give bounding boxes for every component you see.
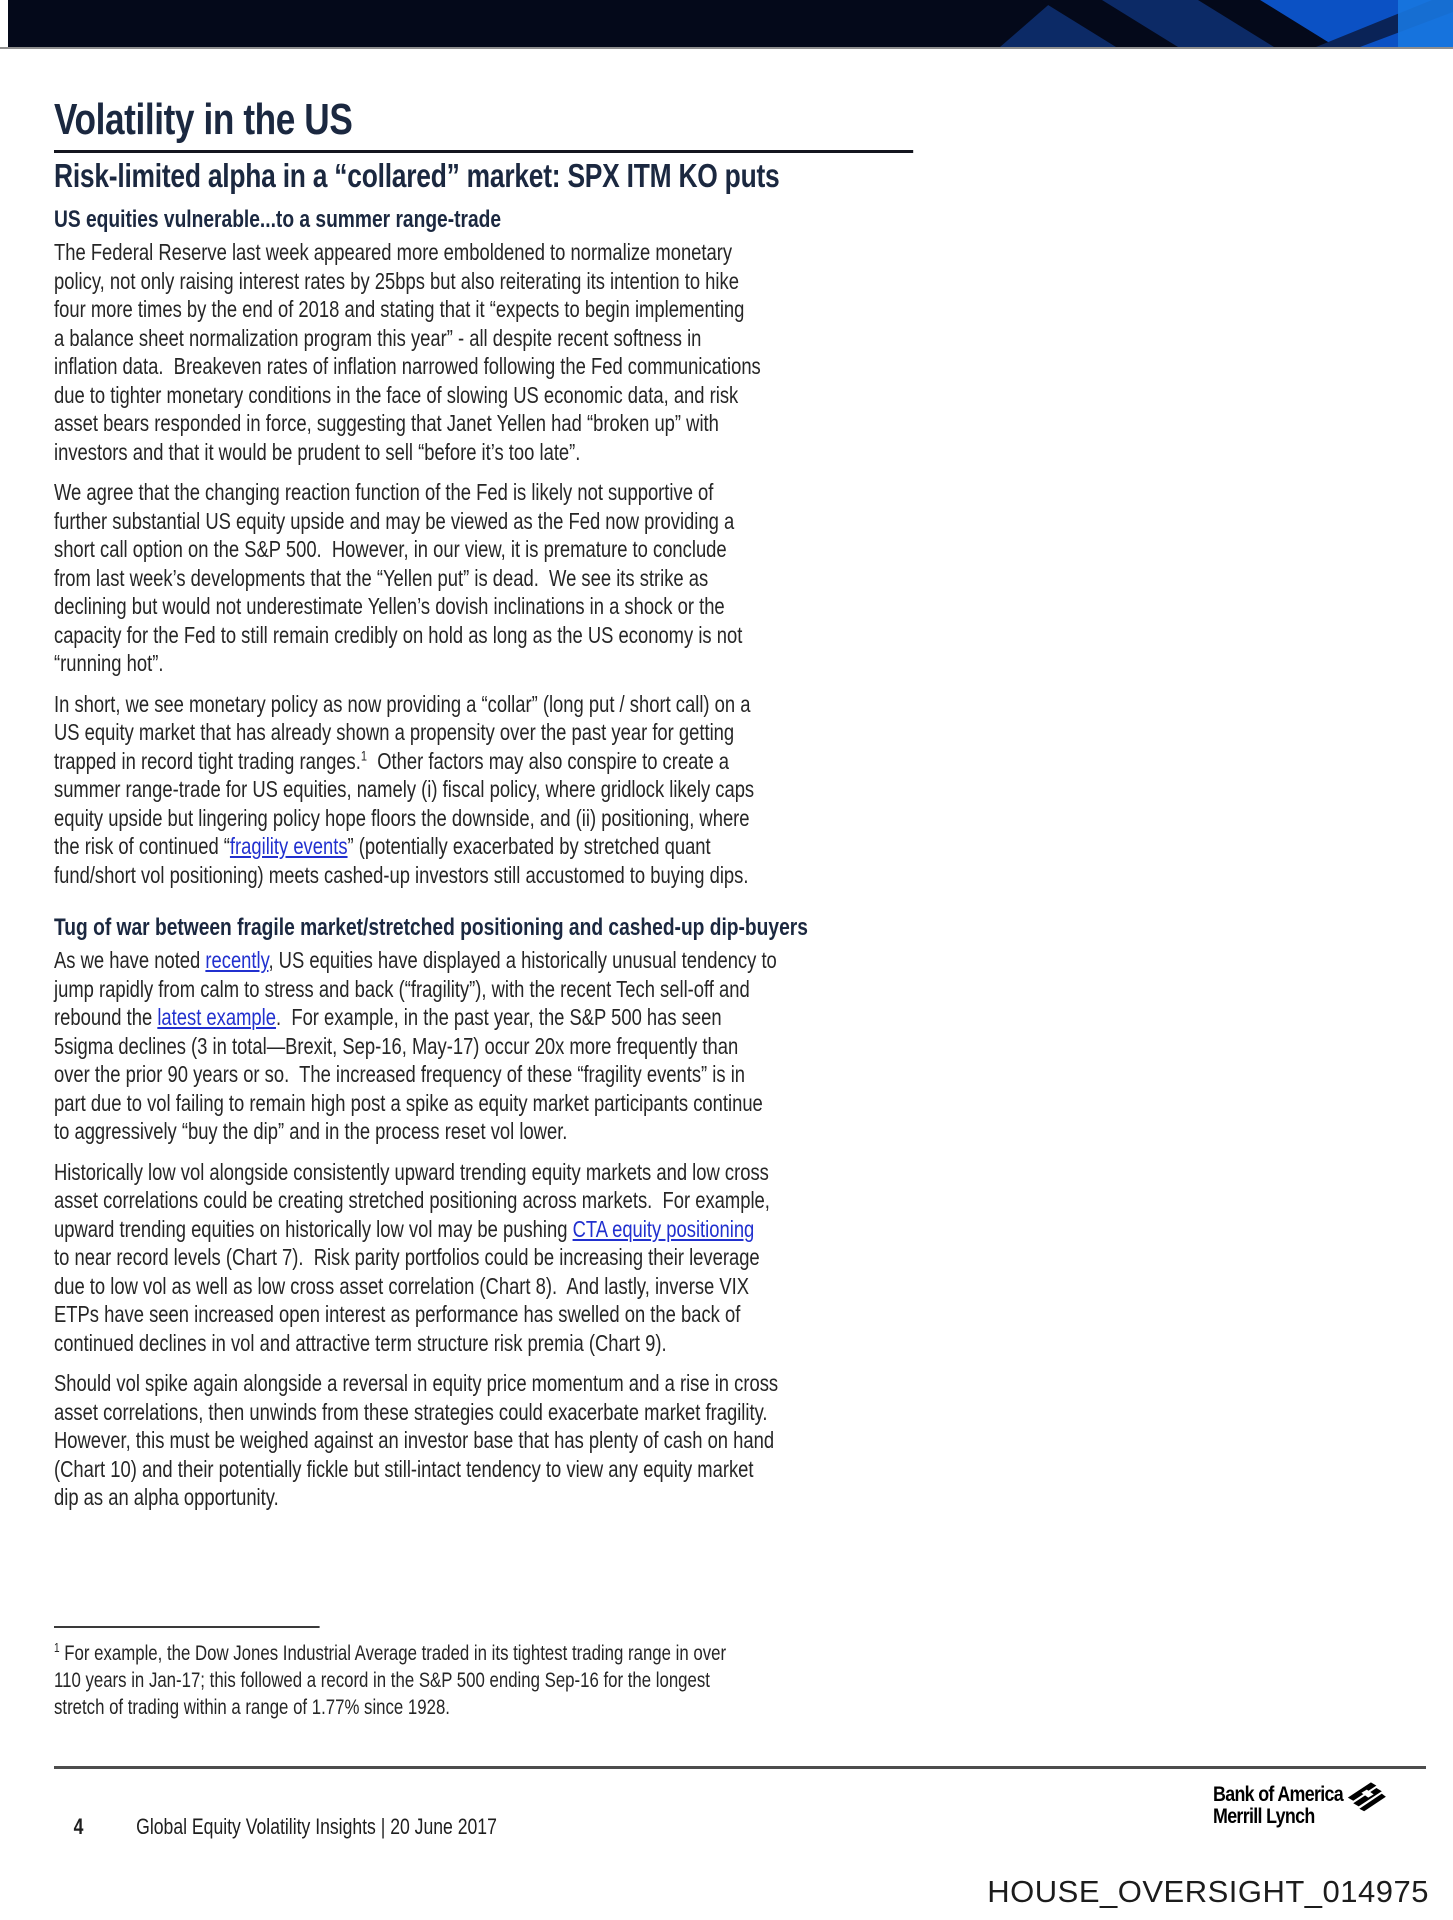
title-rule: [54, 150, 913, 153]
text-line: [54, 1300, 1014, 1329]
text-segment: inflation data. Breakeven rates of inflation narrowed following the Fed communications: [54, 353, 761, 379]
text-line: [54, 1694, 1014, 1721]
text-line: [54, 438, 1014, 467]
text-line: [54, 1272, 1014, 1301]
text-line: [54, 381, 1014, 410]
text-segment: asset bears responded in force, suggesting that Janet Yellen had “broken up” with: [54, 410, 719, 436]
text-segment: a balance sheet normalization program this year” - all despite recent softness in: [54, 324, 702, 351]
text-line: [54, 1667, 1014, 1694]
text-line: [54, 1032, 1014, 1061]
text-line: [54, 649, 1014, 678]
text-line: [54, 478, 1014, 507]
text-segment: continued declines in vol and attractive term structure risk premia (Chart 9).: [54, 1329, 667, 1356]
footnote-rule: [54, 1626, 320, 1628]
text-segment: “running hot”.: [54, 650, 164, 676]
page-title: Volatility in the US: [54, 95, 353, 144]
text-segment: In short, we see monetary policy as now providing a “collar” (long put / short call) on a: [54, 690, 751, 717]
text-segment: , US equities have displayed a historically unusual tendency to: [268, 947, 777, 973]
text-segment: policy, not only raising interest rates by 25bps but also reiterating its intention to hike: [54, 267, 739, 294]
paragraph: [54, 1369, 1014, 1512]
text-segment: We agree that the changing reaction function of the Fed is likely not supportive of: [54, 479, 714, 505]
text-segment: dip as an alpha opportunity.: [54, 1484, 279, 1510]
text-line: [54, 718, 1014, 747]
text-segment: The Federal Reserve last week appeared more emboldened to normalize monetary: [54, 239, 733, 265]
footnote-lines: [54, 1640, 1014, 1721]
text-segment: 5sigma declines (3 in total—Brexit, Sep-16, May-17) occur 20x more frequently than: [54, 1032, 739, 1059]
text-segment: As we have noted: [54, 947, 206, 973]
text-segment: from last week’s developments that the “Yellen put” is dead. We see its strike as: [54, 564, 709, 591]
text-segment: trapped in record tight trading ranges.: [54, 747, 361, 774]
text-line: [54, 1060, 1014, 1089]
text-line: [54, 409, 1014, 438]
text-line: [54, 1003, 1014, 1032]
article: [54, 95, 1014, 1512]
text-line: [54, 1215, 1014, 1244]
text-line: [54, 832, 1014, 861]
banner-divider: [0, 47, 1453, 49]
text-segment: declining but would not underestimate Yellen’s dovish inclinations in a shock or the: [54, 593, 725, 619]
text-segment: asset correlations, then unwinds from these strategies could exacerbate market fragility.: [54, 1398, 768, 1425]
text-segment: to near record levels (Chart 7). Risk parity portfolios could be increasing their leverage: [54, 1244, 760, 1270]
text-segment: fund/short vol positioning) meets cashed-up investors still accustomed to buying dips.: [54, 861, 749, 888]
text-segment: jump rapidly from calm to stress and back (“fragility”), with the recent Tech sell-off and: [54, 975, 750, 1002]
footnote: [54, 1626, 1014, 1721]
text-segment: over the prior 90 years or so. The increased frequency of these “fragility events” is in: [54, 1061, 746, 1087]
text-line: [54, 1158, 1014, 1187]
text-line: [54, 946, 1014, 975]
section-heading: Tug of war between fragile market/stretched positioning and cashed-up dip-buyers: [54, 914, 808, 941]
bofa-flag-icon: [1346, 1780, 1387, 1812]
text-segment: upward trending equities on historically low vol may be pushing: [54, 1215, 573, 1242]
text-line: [54, 1398, 1014, 1427]
text-line: [54, 592, 1014, 621]
text-segment: 110 years in Jan-17; this followed a record in the S&P 500 ending Sep-16 for the longest: [54, 1669, 710, 1692]
text-segment: to aggressively “buy the dip” and in the process reset vol lower.: [54, 1118, 568, 1144]
bates-stamp: HOUSE_OVERSIGHT_014975: [987, 1874, 1429, 1909]
text-line: [54, 621, 1014, 650]
inline-link[interactable]: fragility events: [229, 833, 348, 859]
text-line: [54, 267, 1014, 296]
paragraph: [54, 478, 1014, 678]
text-line: [54, 1243, 1014, 1272]
logo-line2: Merrill Lynch: [1213, 1805, 1315, 1828]
text-segment: further substantial US equity upside and may be viewed as the Fed now providing a: [54, 507, 735, 534]
text-line: [54, 564, 1014, 593]
text-segment: rebound the: [54, 1004, 158, 1030]
text-line: [54, 861, 1014, 890]
banner-graphic: [8, 0, 1453, 47]
text-line: [54, 535, 1014, 564]
section-heading: US equities vulnerable...to a summer range-trade: [54, 206, 502, 233]
inline-link[interactable]: recently: [205, 947, 269, 973]
inline-link[interactable]: latest example: [157, 1004, 276, 1030]
publication-title: Global Equity Volatility Insights | 20 June 2017: [136, 1814, 497, 1839]
text-line: [54, 1117, 1014, 1146]
paragraph: [54, 1158, 1014, 1358]
text-segment: the risk of continued “: [54, 833, 230, 859]
logo-line1: Bank of America: [1213, 1783, 1344, 1806]
text-line: [54, 1640, 1014, 1667]
text-line: [54, 1426, 1014, 1455]
text-line: [54, 1186, 1014, 1215]
paragraph: [54, 690, 1014, 890]
text-segment: stretch of trading within a range of 1.77% since 1928.: [54, 1696, 450, 1719]
footnote-ref: 1: [360, 747, 368, 763]
text-line: [54, 238, 1014, 267]
text-line: [54, 1455, 1014, 1484]
bank-of-america-logo: [1213, 1784, 1400, 1828]
text-line: [54, 352, 1014, 381]
article-subtitle: Risk-limited alpha in a “collared” market: SPX ITM KO puts: [54, 157, 780, 194]
header-banner: [8, 0, 1453, 47]
text-line: [54, 775, 1014, 804]
text-line: [54, 690, 1014, 719]
text-segment: For example, the Dow Jones Industrial Average traded in its tightest trading range in over: [59, 1642, 727, 1665]
footer-divider: [54, 1766, 1426, 1769]
text-line: [54, 1089, 1014, 1118]
text-segment: summer range-trade for US equities, namely (i) fiscal policy, where gridlock likely caps: [54, 776, 755, 802]
text-segment: (Chart 10) and their potentially fickle but still-intact tendency to view any equity market: [54, 1455, 754, 1482]
text-segment: capacity for the Fed to still remain credibly on hold as long as the US economy is not: [54, 621, 743, 648]
text-segment: part due to vol failing to remain high post a spike as equity market participants continue: [54, 1089, 763, 1116]
footnote-ref: 1: [54, 1641, 60, 1655]
text-segment: asset correlations could be creating stretched positioning across markets. For example,: [54, 1187, 770, 1213]
text-segment: due to tighter monetary conditions in the face of slowing US economic data, and risk: [54, 381, 739, 408]
text-segment: ETPs have seen increased open interest as performance has swelled on the back of: [54, 1301, 741, 1327]
text-segment: four more times by the end of 2018 and stating that it “expects to begin implementing: [54, 296, 745, 322]
paragraph: [54, 946, 1014, 1146]
footer: [54, 1791, 774, 1863]
text-line: [54, 1329, 1014, 1358]
text-segment: due to low vol as well as low cross asset correlation (Chart 8). And lastly, inverse VIX: [54, 1272, 750, 1299]
text-line: [54, 324, 1014, 353]
text-segment: . For example, in the past year, the S&P 500 has seen: [275, 1004, 722, 1030]
text-segment: Other factors may also conspire to create a: [367, 747, 730, 774]
text-line: [54, 507, 1014, 536]
text-line: [54, 747, 1014, 776]
article-sections: [54, 207, 1014, 1512]
text-segment: Should vol spike again alongside a reversal in equity price momentum and a rise in cross: [54, 1370, 779, 1396]
text-line: [54, 1369, 1014, 1398]
text-line: [54, 804, 1014, 833]
text-segment: investors and that it would be prudent to sell “before it’s too late”.: [54, 438, 581, 465]
text-segment: However, this must be weighed against an investor base that has plenty of cash on hand: [54, 1427, 775, 1453]
inline-link[interactable]: CTA equity positioning: [572, 1215, 755, 1242]
text-segment: equity upside but lingering policy hope floors the downside, and (ii) positioning, where: [54, 804, 750, 831]
text-line: [54, 975, 1014, 1004]
text-line: [54, 1483, 1014, 1512]
text-segment: short call option on the S&P 500. However, in our view, it is premature to conclude: [54, 536, 727, 562]
paragraph: [54, 238, 1014, 466]
page-number: 4: [73, 1814, 84, 1839]
text-segment: ” (potentially exacerbated by stretched quant: [347, 833, 711, 859]
text-segment: Historically low vol alongside consistently upward trending equity markets and low cross: [54, 1158, 769, 1185]
text-segment: US equity market that has already shown a propensity over the past year for getting: [54, 719, 735, 745]
text-line: [54, 295, 1014, 324]
